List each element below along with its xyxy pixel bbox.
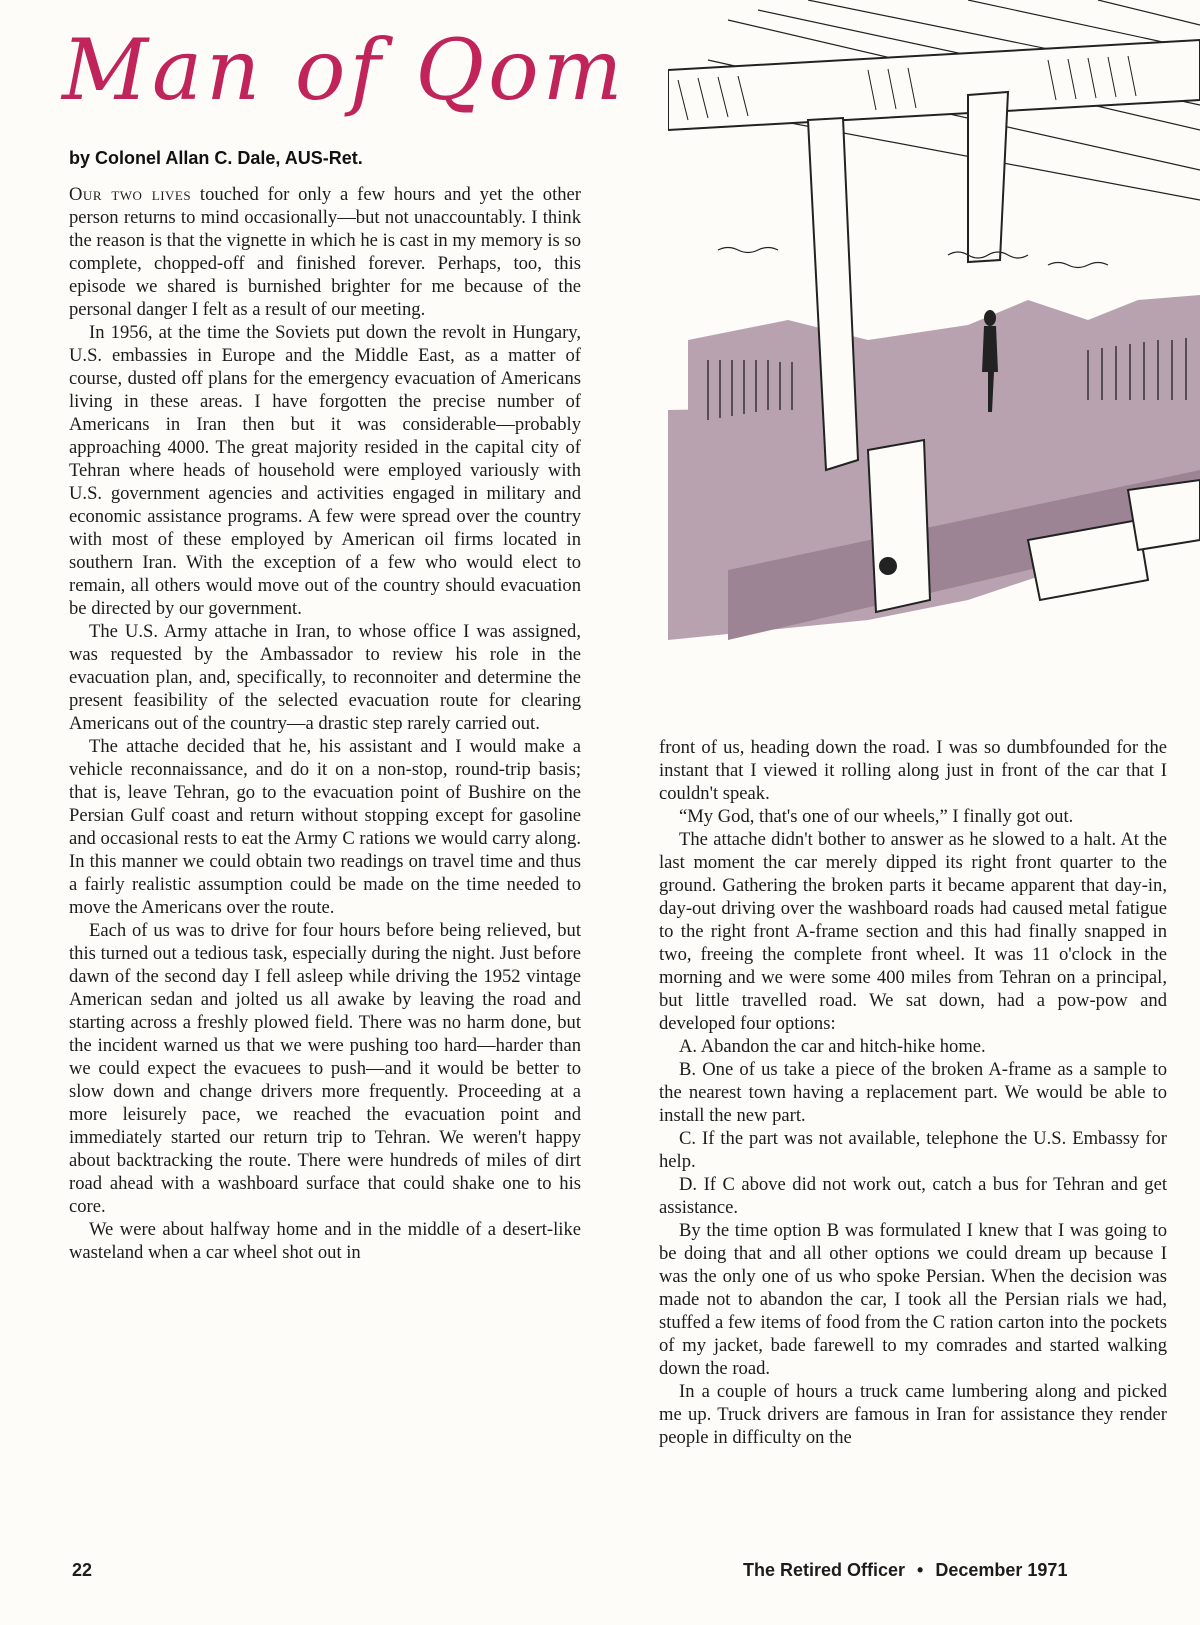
paragraph: D. If C above did not work out, catch a bus for Tehran and get assistance.: [659, 1174, 1167, 1218]
paragraph: In a couple of hours a truck came lumbering along and picked me up. Truck drivers are famous in Iran for assistance they render people in difficulty on the: [659, 1381, 1167, 1448]
article-title: Man of Qom: [62, 21, 627, 119]
paragraph: In 1956, at the time the Soviets put down the revolt in Hungary, U.S. embassies in Europe and the Middle East, as a matter of course, dusted off plans for the emergency evacuation of Americans living in these areas. I have forgotten the precise number of Americans in Iran then but it was considerable—probably approaching 4000. The great majority resided in the capital city of Tehran where heads of household were employed variously with U.S. government agencies and activities engaged in military and economic assistance programs. A few were spread over the country with most of these employed by American oil firms located in southern Iran. With the exception of a few who would elect to remain, all others would move out of the country should evacuation be directed by our government.: [69, 322, 581, 619]
paragraph: The attache didn't bother to answer as he slowed to a halt. At the last moment the car merely dipped its right front quarter to the ground. Gathering the broken parts it became apparent that day-in, day-out driving over the washboard roads had caused metal fatigue to the right front A-frame section and this had finally snapped in two, freeing the complete front wheel. It was 11 o'clock in the morning and we were some 400 miles from Tehran on a principal, but little travelled road. We sat down, had a pow-pow and developed four options:: [659, 829, 1167, 1034]
footer-separator: •: [917, 1560, 924, 1580]
paragraph: Our two lives touched for only a few hours and yet the other person returns to mind occasionally—but not unaccountably. I think the reason is that the vignette in which he is cast in my memory is so complete, chopped-off and finished forever. Perhaps, too, this episode we shared is burnished brighter for me because of the personal danger I felt as a result of our meeting.: [69, 184, 581, 320]
illustration: [668, 0, 1200, 652]
magazine-footer: [743, 1560, 1067, 1581]
illustration-jerrycan: [868, 440, 930, 612]
paragraph: C. If the part was not available, telephone the U.S. Embassy for help.: [659, 1128, 1167, 1172]
paragraph: The U.S. Army attache in Iran, to whose office I was assigned, was requested by the Ambassador to review his role in the evacuation plan, and, specifically, to reconnoiter and determine the present feasibility of the selected evacuation route for clearing Americans out of the country—a drastic step rarely carried out.: [69, 621, 581, 734]
paragraph: B. One of us take a piece of the broken A-frame as a sample to the nearest town having a replacement part. We would be able to install the new part.: [659, 1059, 1167, 1126]
paragraph: The attache decided that he, his assistant and I would make a vehicle reconnaissance, and do it on a non-stop, round-trip basis; that is, leave Tehran, go to the evacuation point of Bushire on the Persian Gulf coast and return without stopping except for gasoline and occasional rests to eat the Army C rations we would carry along. In this manner we could obtain two readings on travel time and thus a fairly realistic assumption could be made on the time needed to move the Americans over the route.: [69, 736, 581, 918]
page-number: 22: [72, 1560, 93, 1580]
left-column: [69, 183, 581, 1264]
illustration-mountains: [688, 295, 1200, 420]
lead-in: Our two lives: [69, 184, 192, 205]
paragraph: front of us, heading down the road. I was so dumbfounded for the instant that I viewed it rolling along just in front of the car that I couldn't speak.: [659, 737, 1167, 804]
magazine-name: The Retired Officer: [743, 1560, 906, 1580]
paragraph: We were about halfway home and in the middle of a desert-like wasteland when a car wheel shot out in: [69, 1219, 581, 1263]
paragraph: Each of us was to drive for four hours before being relieved, but this turned out a tedious task, especially during the night. Just before dawn of the second day I fell asleep while driving the 1952 vintage American sedan and jolted us all awake by leaving the road and starting across a freshly plowed field. There was no harm done, but the incident warned us that we were pushing too hard—harder than we could expect the evacuees to push—and it would be better to slow down and change drivers more frequently. Proceeding at a more leisurely pace, we reached the evacuation point and immediately started our return trip to Tehran. We weren't happy about backtracking the route. There were hundreds of miles of dirt road ahead with a washboard surface that could shake one to his core.: [69, 920, 581, 1217]
paragraph: “My God, that's one of our wheels,” I finally got out.: [679, 806, 1074, 827]
paragraph: A. Abandon the car and hitch-hike home.: [679, 1036, 986, 1057]
illustration-ground: [668, 400, 1200, 640]
paragraph: By the time option B was formulated I knew that I was going to be doing that and all other options we could dream up because I was the only one of us who spoke Persian. When the decision was made not to abandon the car, I took all the Persian rials we had, stuffed a few items of food from the C ration carton into the pockets of my jacket, bade farewell to my comrades and started walking down the road.: [659, 1220, 1167, 1379]
issue-date: December 1971: [935, 1560, 1068, 1580]
right-column: [659, 736, 1167, 1449]
byline: by Colonel Allan C. Dale, AUS-Ret.: [69, 148, 363, 168]
illustration-clouds: [718, 248, 1108, 268]
